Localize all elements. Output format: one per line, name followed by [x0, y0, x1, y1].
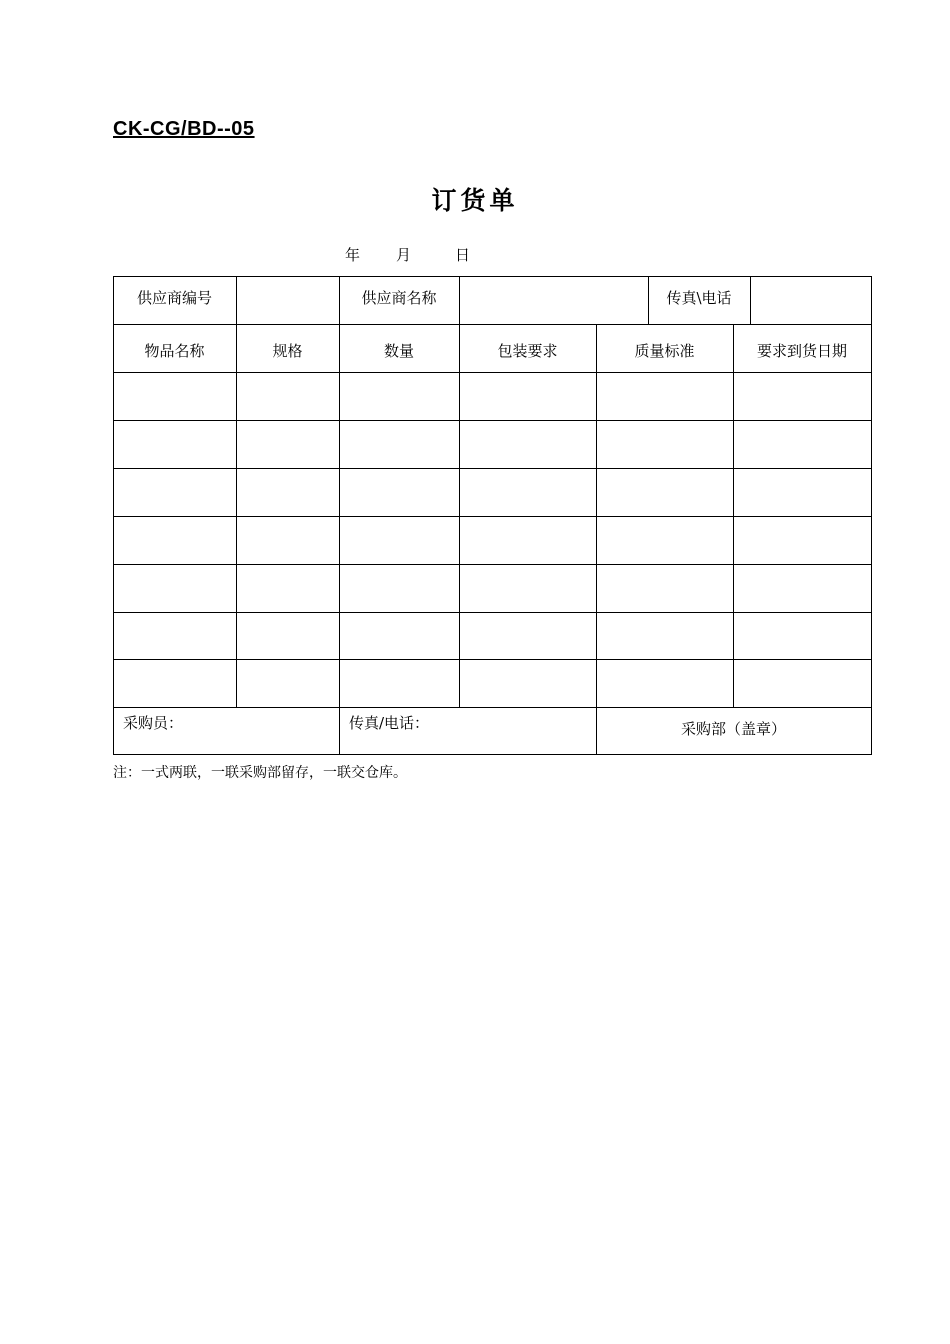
- document-code: CK-CG/BD--05: [113, 118, 255, 140]
- table-cell[interactable]: [237, 421, 339, 468]
- table-cell[interactable]: [460, 373, 596, 420]
- column-header-delivery-date: 要求到货日期: [756, 341, 847, 360]
- date-day-label: 日: [455, 246, 471, 264]
- table-cell[interactable]: [734, 517, 871, 564]
- supplier-name-field[interactable]: [460, 277, 647, 323]
- table-cell[interactable]: [340, 421, 459, 468]
- table-cell[interactable]: [114, 565, 236, 612]
- table-cell[interactable]: [114, 517, 236, 564]
- table-cell[interactable]: [597, 565, 733, 612]
- table-cell[interactable]: [340, 373, 459, 420]
- supplier-no-label: 供应商编号: [136, 288, 212, 307]
- footer-fax-phone-label: 传真/电话：: [349, 713, 430, 732]
- column-header-packaging: 包装要求: [497, 341, 558, 360]
- table-cell[interactable]: [340, 517, 459, 564]
- table-cell[interactable]: [734, 469, 871, 516]
- fax-phone-label: 传真\电话: [666, 288, 732, 307]
- table-border-bottom: [113, 754, 872, 755]
- table-cell[interactable]: [114, 660, 236, 707]
- table-cell[interactable]: [340, 469, 459, 516]
- table-cell[interactable]: [460, 517, 596, 564]
- fax-phone-field[interactable]: [751, 277, 870, 323]
- column-header-item-name: 物品名称: [144, 341, 205, 360]
- column-header-quantity: 数量: [383, 341, 414, 360]
- table-cell[interactable]: [734, 613, 871, 659]
- table-cell[interactable]: [734, 373, 871, 420]
- table-cell[interactable]: [460, 660, 596, 707]
- table-cell[interactable]: [114, 613, 236, 659]
- table-cell[interactable]: [597, 517, 733, 564]
- table-cell[interactable]: [237, 660, 339, 707]
- table-cell[interactable]: [597, 660, 733, 707]
- supplier-no-field[interactable]: [237, 277, 338, 323]
- table-cell[interactable]: [460, 421, 596, 468]
- buyer-label: 采购员：: [123, 713, 184, 732]
- table-cell[interactable]: [597, 613, 733, 659]
- table-cell[interactable]: [734, 421, 871, 468]
- footnote: 注：一式两联，一联采购部留存，一联交仓库。: [113, 765, 407, 781]
- column-header-spec: 规格: [272, 341, 303, 360]
- table-cell[interactable]: [340, 660, 459, 707]
- table-cell[interactable]: [237, 517, 339, 564]
- table-cell[interactable]: [114, 421, 236, 468]
- table-cell[interactable]: [597, 469, 733, 516]
- table-cell[interactable]: [340, 565, 459, 612]
- table-cell[interactable]: [597, 373, 733, 420]
- table-cell[interactable]: [734, 660, 871, 707]
- table-cell[interactable]: [237, 613, 339, 659]
- table-cell[interactable]: [237, 565, 339, 612]
- table-cell[interactable]: [340, 613, 459, 659]
- table-cell[interactable]: [237, 469, 339, 516]
- table-cell[interactable]: [734, 565, 871, 612]
- table-cell[interactable]: [460, 565, 596, 612]
- table-cell[interactable]: [460, 613, 596, 659]
- column-header-quality: 质量标准: [634, 341, 695, 360]
- table-cell[interactable]: [237, 373, 339, 420]
- table-cell[interactable]: [597, 421, 733, 468]
- table-cell[interactable]: [460, 469, 596, 516]
- table-cell[interactable]: [114, 373, 236, 420]
- date-year-label: 年: [345, 246, 361, 264]
- document-title: 订货单: [431, 186, 519, 215]
- date-month-label: 月: [396, 246, 412, 264]
- supplier-name-label: 供应商名称: [361, 288, 437, 307]
- table-cell[interactable]: [114, 469, 236, 516]
- dept-stamp-label: 采购部（盖章）: [680, 719, 786, 738]
